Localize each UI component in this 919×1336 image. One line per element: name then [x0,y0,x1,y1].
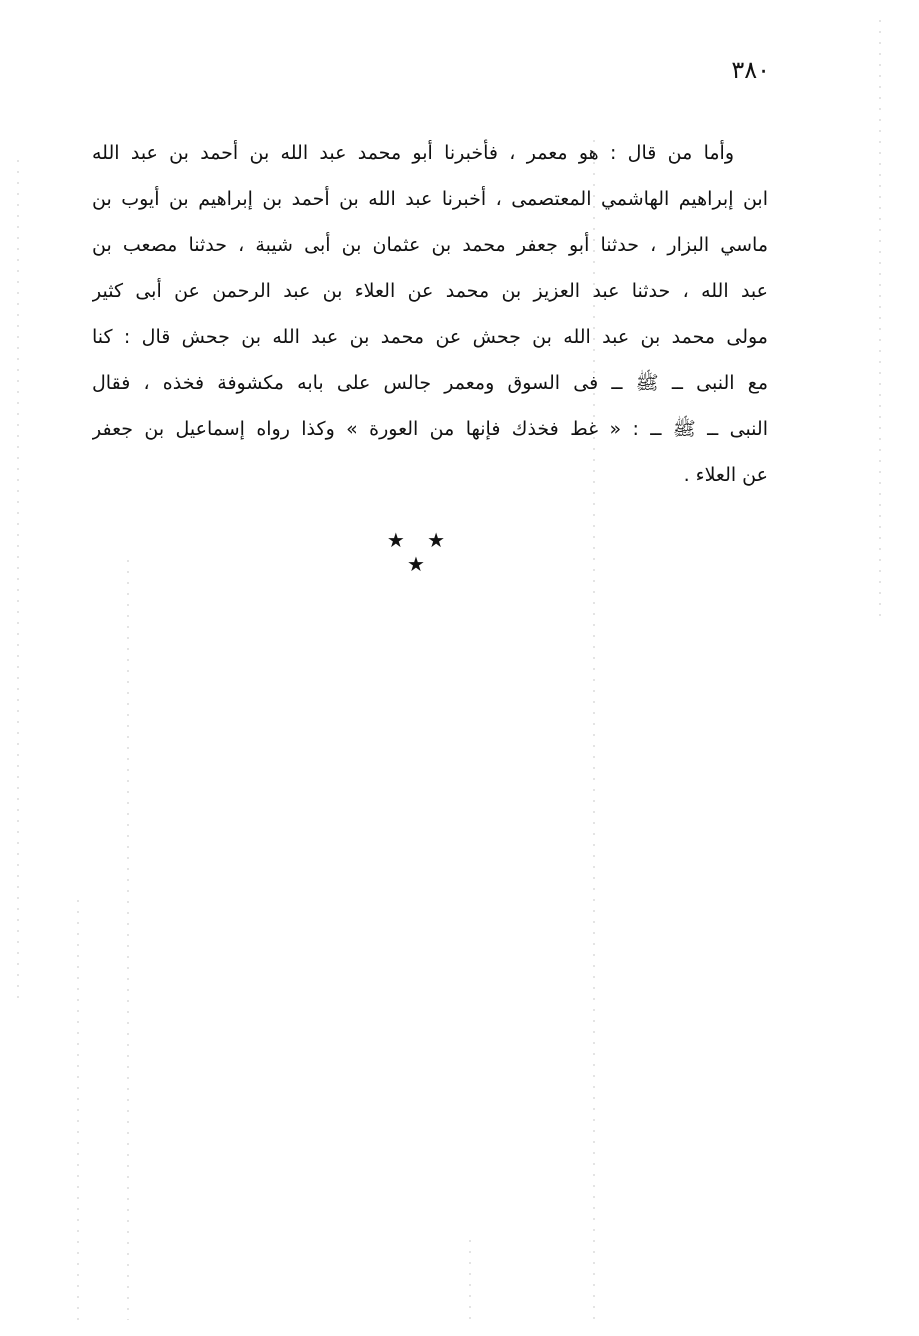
body-paragraph [92,130,768,498]
section-divider-stars: ★ ★ ★ [386,528,454,576]
text-line-5: مولى محمد بن عبد الله بن جحش عن محمد بن عبد الله بن جحش قال : كنا [92,326,768,348]
text-line-2: ابن إبراهيم الهاشمي المعتصمى ، أخبرنا عبد الله بن أحمد بن إبراهيم بن أيوب بن [92,188,768,210]
text-line-7: النبى ــ ﷺ ــ : « غط فخذك فإنها من العورة » وكذا رواه إسماعيل بن جعفر [92,418,768,440]
text-line-3: ماسي البزار ، حدثنا أبو جعفر محمد بن عثمان بن أبى شيبة ، حدثنا مصعب بن [92,234,768,256]
text-line-1: وأما من قال : هو معمر ، فأخبرنا أبو محمد عبد الله بن أحمد بن عبد الله [92,142,734,164]
text-line-6: مع النبى ــ ﷺ ــ فى السوق ومعمر جالس على بابه مكشوفة فخذه ، فقال [92,372,768,394]
text-line-4: عبد الله ، حدثنا عبد العزيز بن محمد عن العلاء بن عبد الرحمن عن أبى كثير [92,280,768,302]
page-number: ٣٨٠ [731,56,770,84]
text-line-8: عن العلاء . [683,464,768,486]
